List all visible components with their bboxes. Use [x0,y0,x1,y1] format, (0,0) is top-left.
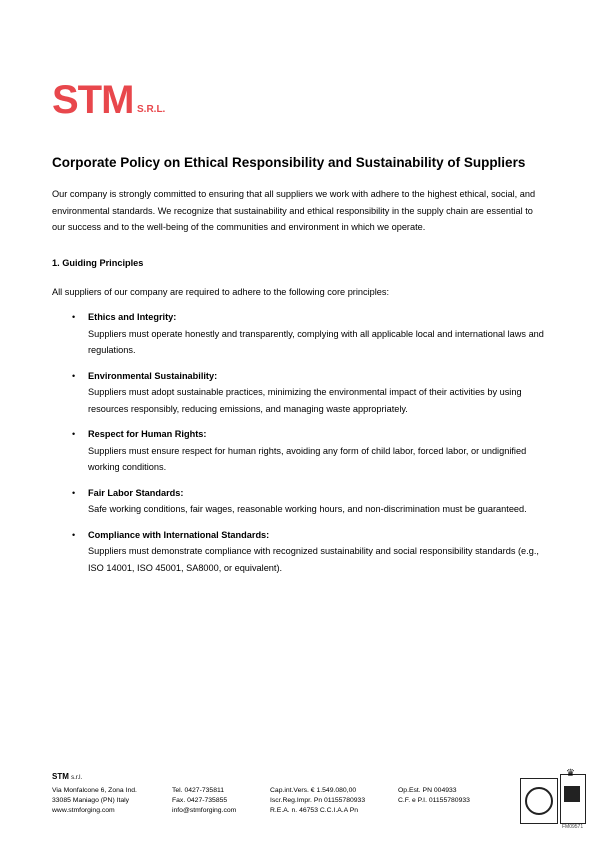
page-footer [52,772,552,814]
item-title: Fair Labor Standards: [88,487,184,498]
list-item [52,368,547,418]
list-item [52,426,547,476]
item-title: Ethics and Integrity: [88,312,177,322]
item-text: Suppliers must ensure respect for human rights, avoiding any form of child labor, forced labor, or undignified working conditions. [88,445,527,472]
list-item [52,309,547,359]
list-item [52,485,547,518]
footer-company-suffix: s.r.l. [71,775,83,781]
item-text: Safe working conditions, fair wages, reasonable working hours, and non-discrimination must be guaranteed. [88,504,527,514]
footer-line: Tel. 0427-735811 [172,787,225,794]
bullet-icon: • [72,312,76,322]
document-title: Corporate Policy on Ethical Responsibility and Sustainability of Suppliers [52,155,526,170]
footer-registration [270,786,365,816]
item-title: Compliance with International Standards: [88,529,270,540]
item-text: Suppliers must demonstrate compliance with recognized sustainability and social responsibility standards (e.g., ISO 14001, ISO 45001, SA8000, or equivalent). [88,546,539,573]
logo-text: STM [52,78,134,122]
logo-suffix: S.R.L. [137,104,166,115]
bullet-icon: • [72,487,76,498]
iso-certification-icon [520,778,558,824]
principles-list [52,309,547,585]
footer-line: Via Monfalcone 6, Zona Ind. [52,787,137,794]
section-lead: All suppliers of our company are required to adhere to the following core principles: [52,287,390,297]
bullet-icon: • [72,370,76,381]
item-text: Suppliers must operate honestly and transparently, complying with all applicable local and international laws and regulations. [88,328,544,355]
item-title: Respect for Human Rights: [88,429,207,439]
footer-website[interactable]: www.stmforging.com [52,807,115,814]
footer-line: Cap.int.Vers. € 1.549.080,00 [270,787,357,794]
footer-company [52,772,552,783]
bullet-icon: • [72,429,76,439]
bullet-icon: • [72,529,76,540]
crown-icon: ♛ [566,768,575,779]
footer-line: Iscr.Reg.Impr. Pn 01155780933 [270,797,366,804]
footer-line: C.F. e P.I. 01155780933 [398,797,470,804]
list-item [52,527,547,577]
footer-contact [172,786,236,816]
footer-line: Op.Est. PN 004933 [398,787,457,794]
certificate-number: FM09571 [562,824,584,830]
footer-address [52,786,137,816]
footer-line: Fax. 0427-735855 [172,797,228,804]
certification-logos [520,770,586,832]
section-heading: 1. Guiding Principles [52,258,144,268]
item-title: Environmental Sustainability: [88,370,218,381]
footer-company-name: STM [52,772,69,781]
intro-paragraph: Our company is strongly committed to ensuring that all suppliers we work with adhere to the highest ethical, social, and environmental standards. We recognize that sustainability and ethical responsibility in the supply chain are essential to our success and to the well-being of the communities and environment in which we operate. [52,189,536,232]
footer-line: 33085 Maniago (PN) Italy [52,797,130,804]
footer-line: R.E.A. n. 46753 C.C.I.A.A Pn [270,807,359,814]
footer-email[interactable]: info@stmforging.com [172,807,237,814]
checkmark-icon [564,786,580,802]
footer-tax [398,786,470,806]
item-text: Suppliers must adopt sustainable practices, minimizing the environmental impact of their activities by using resources responsibly, reducing emissions, and managing waste appropriately. [88,387,522,414]
